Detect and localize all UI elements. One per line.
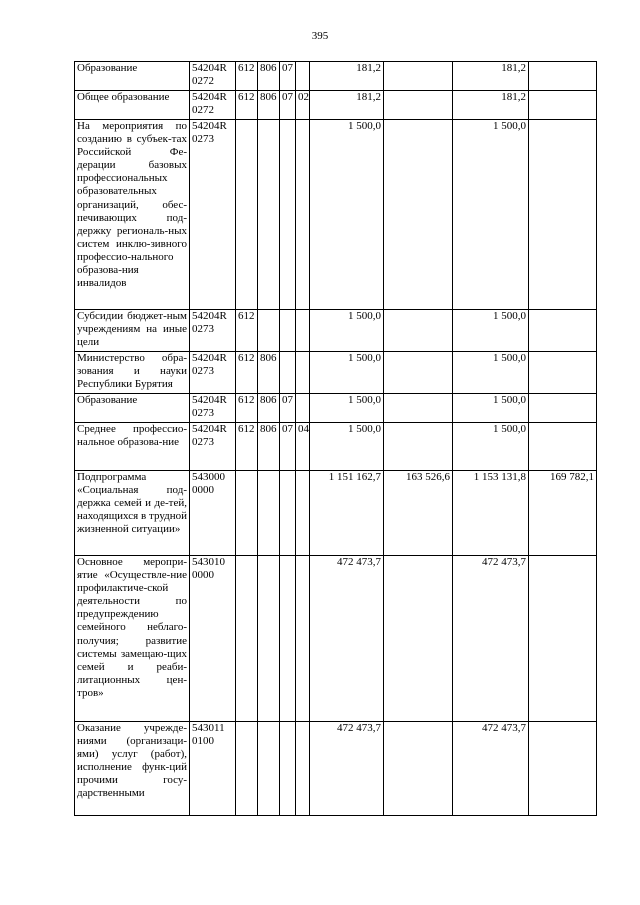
row-grbs-cell: 806 xyxy=(258,91,280,120)
row-name-cell: Основное меропри-ятие «Осуществле-ние профилактиче-ской деятельности по предупреждению семейного неблаго-получия; развитие системы замещаю-щих семей и реаби-литационных цен-тров» xyxy=(75,556,190,722)
row-subsection-cell: 02 xyxy=(296,91,310,120)
row-section-cell: 07 xyxy=(280,394,296,423)
row-section-cell: 07 xyxy=(280,91,296,120)
row-subsection-cell xyxy=(296,310,310,352)
row-value-4-cell xyxy=(529,722,597,816)
row-value-2-cell xyxy=(384,91,453,120)
row-value-3-cell: 1 500,0 xyxy=(453,310,529,352)
table-row xyxy=(75,352,597,394)
row-value-1-cell: 1 500,0 xyxy=(310,352,384,394)
table-row xyxy=(75,310,597,352)
row-value-2-cell xyxy=(384,722,453,816)
row-value-1-cell: 1 151 162,7 xyxy=(310,471,384,556)
row-vr-cell xyxy=(236,471,258,556)
row-vr-cell xyxy=(236,722,258,816)
row-name-cell: Образование xyxy=(75,62,190,91)
table-row xyxy=(75,62,597,91)
row-name-cell: Субсидии бюджет-ным учреждениям на иные цели xyxy=(75,310,190,352)
row-name-cell: Подпрограмма «Социальная под-держка семей и де-тей, находящихся в трудной жизненной ситуации» xyxy=(75,471,190,556)
row-name-cell: Министерство обра-зования и науки Республики Бурятия xyxy=(75,352,190,394)
row-value-4-cell xyxy=(529,394,597,423)
row-grbs-cell xyxy=(258,556,280,722)
row-code-cell: 543011 0100 xyxy=(190,722,236,816)
row-value-3-cell: 181,2 xyxy=(453,62,529,91)
row-subsection-cell xyxy=(296,352,310,394)
row-grbs-cell: 806 xyxy=(258,62,280,91)
row-subsection-cell xyxy=(296,471,310,556)
row-value-4-cell xyxy=(529,62,597,91)
row-value-2-cell xyxy=(384,62,453,91)
row-vr-cell: 612 xyxy=(236,423,258,471)
row-value-1-cell: 1 500,0 xyxy=(310,394,384,423)
row-section-cell: 07 xyxy=(280,423,296,471)
row-code-cell: 54204R 0273 xyxy=(190,310,236,352)
row-vr-cell: 612 xyxy=(236,394,258,423)
row-value-2-cell xyxy=(384,394,453,423)
row-grbs-cell: 806 xyxy=(258,352,280,394)
row-value-2-cell xyxy=(384,352,453,394)
row-grbs-cell xyxy=(258,722,280,816)
row-value-3-cell: 1 500,0 xyxy=(453,394,529,423)
table-row xyxy=(75,722,597,816)
row-name-cell: На мероприятия по созданию в субъек-тах Российской Фе-дерации базовых профессиональных образовательных организаций, обес-печивающих под-держку региональ-ных систем инклю-зивного профессио-нального образова-ния инвалидов xyxy=(75,120,190,310)
row-value-2-cell xyxy=(384,556,453,722)
table-row xyxy=(75,91,597,120)
row-name-cell: Оказание учрежде-ниями (организаци-ями) услуг (работ), исполнение функ-ций прочими госу-дарственными xyxy=(75,722,190,816)
row-value-3-cell: 1 153 131,8 xyxy=(453,471,529,556)
row-section-cell xyxy=(280,556,296,722)
row-value-3-cell: 1 500,0 xyxy=(453,120,529,310)
row-value-1-cell: 1 500,0 xyxy=(310,310,384,352)
row-value-4-cell: 169 782,1 xyxy=(529,471,597,556)
budget-table xyxy=(74,61,597,816)
row-code-cell: 54204R 0272 xyxy=(190,91,236,120)
row-value-1-cell: 472 473,7 xyxy=(310,722,384,816)
row-value-4-cell xyxy=(529,120,597,310)
row-value-3-cell: 1 500,0 xyxy=(453,423,529,471)
row-name-cell: Среднее профессио-нальное образова-ние xyxy=(75,423,190,471)
row-subsection-cell xyxy=(296,120,310,310)
row-code-cell: 543000 0000 xyxy=(190,471,236,556)
row-subsection-cell xyxy=(296,722,310,816)
row-value-1-cell: 1 500,0 xyxy=(310,423,384,471)
row-value-4-cell xyxy=(529,556,597,722)
row-subsection-cell: 04 xyxy=(296,423,310,471)
row-vr-cell xyxy=(236,120,258,310)
row-code-cell: 54204R 0273 xyxy=(190,423,236,471)
table-row xyxy=(75,556,597,722)
row-section-cell xyxy=(280,352,296,394)
table-row xyxy=(75,394,597,423)
row-code-cell: 543010 0000 xyxy=(190,556,236,722)
row-name-cell: Образование xyxy=(75,394,190,423)
row-section-cell xyxy=(280,310,296,352)
row-grbs-cell: 806 xyxy=(258,423,280,471)
row-code-cell: 54204R 0273 xyxy=(190,394,236,423)
row-value-2-cell xyxy=(384,423,453,471)
row-subsection-cell xyxy=(296,62,310,91)
row-value-2-cell: 163 526,6 xyxy=(384,471,453,556)
table-row xyxy=(75,423,597,471)
row-value-3-cell: 472 473,7 xyxy=(453,722,529,816)
row-section-cell xyxy=(280,120,296,310)
row-grbs-cell xyxy=(258,310,280,352)
row-value-1-cell: 1 500,0 xyxy=(310,120,384,310)
row-value-2-cell xyxy=(384,120,453,310)
row-code-cell: 54204R 0272 xyxy=(190,62,236,91)
row-value-3-cell: 1 500,0 xyxy=(453,352,529,394)
row-vr-cell: 612 xyxy=(236,91,258,120)
row-section-cell xyxy=(280,471,296,556)
row-value-3-cell: 472 473,7 xyxy=(453,556,529,722)
row-value-1-cell: 181,2 xyxy=(310,91,384,120)
row-subsection-cell xyxy=(296,556,310,722)
row-value-1-cell: 472 473,7 xyxy=(310,556,384,722)
row-value-4-cell xyxy=(529,310,597,352)
row-code-cell: 54204R 0273 xyxy=(190,352,236,394)
row-grbs-cell xyxy=(258,471,280,556)
row-value-4-cell xyxy=(529,352,597,394)
row-section-cell: 07 xyxy=(280,62,296,91)
row-value-3-cell: 181,2 xyxy=(453,91,529,120)
row-vr-cell: 612 xyxy=(236,352,258,394)
row-grbs-cell xyxy=(258,120,280,310)
row-value-1-cell: 181,2 xyxy=(310,62,384,91)
row-section-cell xyxy=(280,722,296,816)
row-name-cell: Общее образование xyxy=(75,91,190,120)
table-row xyxy=(75,120,597,310)
table-row xyxy=(75,471,597,556)
row-value-4-cell xyxy=(529,91,597,120)
row-value-4-cell xyxy=(529,423,597,471)
row-grbs-cell: 806 xyxy=(258,394,280,423)
page-number: 395 xyxy=(311,30,329,42)
row-code-cell: 54204R 0273 xyxy=(190,120,236,310)
row-vr-cell xyxy=(236,556,258,722)
row-value-2-cell xyxy=(384,310,453,352)
row-vr-cell: 612 xyxy=(236,310,258,352)
row-subsection-cell xyxy=(296,394,310,423)
row-vr-cell: 612 xyxy=(236,62,258,91)
